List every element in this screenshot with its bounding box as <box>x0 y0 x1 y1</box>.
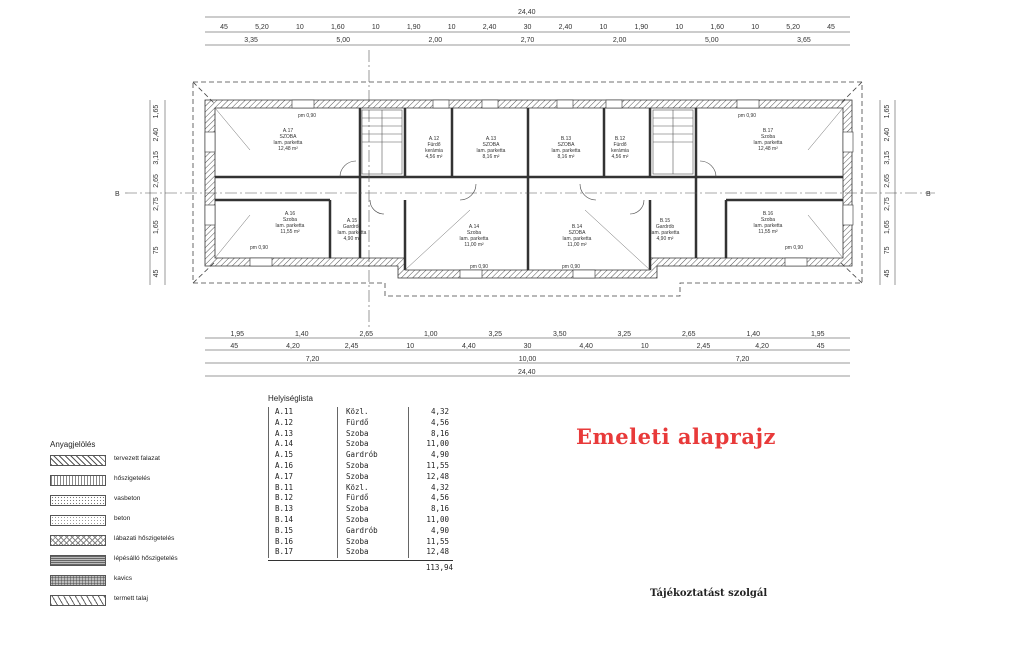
dimension-label: 45 <box>230 343 239 350</box>
room-list-id: A.16 <box>269 461 338 472</box>
room-list-id: A.14 <box>269 439 338 450</box>
room-list-id: A.12 <box>269 418 338 429</box>
room-name-label: SZOBA <box>279 134 297 140</box>
room-id-label: B.14 <box>571 224 583 230</box>
room-list-id: B.11 <box>269 483 338 494</box>
room-id-label: A.13 <box>485 136 497 142</box>
room-floor-label: lam. parketta <box>273 140 303 146</box>
drawing-title: Emeleti alaprajz <box>576 424 776 449</box>
parapet-label: pm 0,90 <box>785 245 804 251</box>
dimension-label: 1,65 <box>884 220 891 234</box>
parapet-label: pm 0,90 <box>470 264 489 270</box>
dimension-label: 10 <box>447 24 456 31</box>
room-list-area: 8,16 <box>430 428 449 438</box>
dimension-label: 3,25 <box>617 331 632 338</box>
dimension-label: 10 <box>406 343 415 350</box>
interior-walls <box>215 108 843 270</box>
room-area-label: 11,55 m² <box>280 229 300 235</box>
dimension-label: 4,40 <box>462 343 476 350</box>
room-name-label: Szoba <box>282 217 298 223</box>
dimension-label: 45 <box>816 343 825 350</box>
room-floor-label: lam. parketta <box>753 140 783 146</box>
legend-swatch-hatch <box>50 455 106 466</box>
room-list-row <box>268 537 453 548</box>
room-list-name: Közl. <box>338 483 409 494</box>
dimension-label: 5,20 <box>255 24 269 31</box>
room-id-label: B.17 <box>762 128 774 134</box>
dimension-label: 10 <box>371 24 380 31</box>
room-area-label: 12,48 m² <box>758 146 778 152</box>
dimension-label: 2,75 <box>153 197 160 211</box>
parapet-label: pm 0,90 <box>562 264 581 270</box>
dimension-label: 2,65 <box>884 174 891 188</box>
room-floor-label: lam. parketta <box>459 236 489 242</box>
legend-label: hőszigetelés <box>114 475 151 482</box>
room-id-label: A.14 <box>468 224 480 230</box>
room-list-id: B.12 <box>269 493 338 504</box>
room-list-table <box>268 407 453 558</box>
room-list-name: Szoba <box>338 547 409 558</box>
room-list-row <box>268 493 453 504</box>
room-id-label: B.12 <box>614 136 626 142</box>
room-list-id: B.17 <box>269 547 338 558</box>
room-list-area: 4,56 <box>430 417 449 427</box>
dimension-label: 75 <box>153 246 160 255</box>
legend-label: kavics <box>114 575 133 582</box>
dimension-label: 10 <box>295 24 304 31</box>
dimension-label: 4,40 <box>579 343 593 350</box>
room-list-row <box>268 515 453 526</box>
room-name-label: Gardrób <box>655 224 675 230</box>
room-list-name: Gardrób <box>338 526 409 537</box>
room-list-id: A.11 <box>269 407 338 418</box>
room-floor-label: lam. parketta <box>551 148 581 154</box>
dimension-label: 30 <box>523 24 532 31</box>
room-list-name: Gardrób <box>338 450 409 461</box>
dimension-label: 2,40 <box>558 24 573 31</box>
dimension-label: 10 <box>675 24 684 31</box>
room-list-area: 11,55 <box>426 536 449 546</box>
room-list-name: Szoba <box>338 461 409 472</box>
room-list-name: Közl. <box>338 407 409 418</box>
room-area-label: 8,16 m² <box>557 154 575 160</box>
legend-item <box>50 475 270 495</box>
room-list-row <box>268 526 453 537</box>
dimension-row-top-2 <box>244 37 811 44</box>
disclaimer-note: Tájékoztatást szolgál <box>650 588 768 599</box>
room-name-label: Fürdő <box>613 142 627 148</box>
stairs-left <box>362 110 402 174</box>
legend-swatch-dots <box>50 495 106 506</box>
dimension-label: 1,40 <box>294 331 309 338</box>
dimension-label: 1,00 <box>423 331 438 338</box>
room-list-row <box>268 547 453 558</box>
dimension-label: 5,20 <box>786 24 800 31</box>
stairs-right <box>653 110 693 174</box>
dimension-label: 10 <box>751 24 760 31</box>
dimension-label: 2,40 <box>884 127 891 142</box>
dimension-label: 2,00 <box>428 37 443 44</box>
dimension-label: 10 <box>599 24 608 31</box>
parapet-label: pm 0,90 <box>298 113 317 119</box>
room-area-label: 4,56 m² <box>425 154 443 160</box>
dimension-label: 3,35 <box>244 37 258 44</box>
room-name-label: Szoba <box>466 230 482 236</box>
room-list-id: A.13 <box>269 429 338 440</box>
room-area-label: 11,00 m² <box>464 242 484 248</box>
legend-label: vasbeton <box>114 495 141 502</box>
room-list-row <box>268 418 453 429</box>
room-id-label: A.15 <box>346 218 358 224</box>
room-list-name: Szoba <box>338 439 409 450</box>
room-list-row <box>268 429 453 440</box>
room-name-label: Szoba <box>760 134 776 140</box>
dimension-label: 1,95 <box>810 331 825 338</box>
dimension-label: 2,75 <box>884 197 891 211</box>
dimension-column-left <box>153 105 160 278</box>
room-id-label: B.13 <box>560 136 572 142</box>
legend-item <box>50 575 270 595</box>
room-floor-label: kerámia <box>425 148 443 154</box>
overall-dimension-bottom: 24,40 <box>518 369 536 376</box>
dimension-label: 75 <box>884 246 891 255</box>
dimension-label: 1,65 <box>153 220 160 234</box>
section-line <box>125 50 935 330</box>
room-name-label: SZOBA <box>557 142 575 148</box>
dimension-label: 3,50 <box>552 331 567 338</box>
dimension-label: 1,60 <box>330 24 345 31</box>
section-mark-right: B <box>926 191 931 198</box>
room-area-label: 11,55 m² <box>758 229 778 235</box>
room-list-name: Fürdő <box>338 493 409 504</box>
dimension-label: 30 <box>523 343 532 350</box>
dimension-label: 4,20 <box>286 343 300 350</box>
room-list-area: 11,00 <box>426 514 449 524</box>
dimension-row-bottom-1 <box>230 331 824 338</box>
legend-item <box>50 535 270 555</box>
room-list-name: Szoba <box>338 472 409 483</box>
room-list-area: 4,32 <box>430 482 449 492</box>
legend-label: beton <box>114 515 131 522</box>
legend-swatch-dense <box>50 555 106 566</box>
parapet-label: pm 0,90 <box>250 245 269 251</box>
room-id-label: A.16 <box>284 211 296 217</box>
room-list-area: 8,16 <box>430 504 449 514</box>
dimension-label: 1,90 <box>634 24 649 31</box>
room-name-label: SZOBA <box>568 230 586 236</box>
dimension-row-bottom-2 <box>230 343 824 350</box>
room-list-area: 4,90 <box>430 450 449 460</box>
room-floor-label: lam. parketta <box>337 230 367 236</box>
room-list-id: B.14 <box>269 515 338 526</box>
dimension-row-top-1 <box>220 24 835 31</box>
legend-item <box>50 515 270 535</box>
legend-label: lábazati hőszigetelés <box>114 535 175 542</box>
room-list-area: 12,48 <box>426 471 449 481</box>
room-area-label: 11,00 m² <box>567 242 587 248</box>
dimension-label: 3,15 <box>153 151 160 165</box>
dimension-label: 5,00 <box>336 37 351 44</box>
dimension-label: 7,20 <box>735 356 750 363</box>
room-list-id: B.16 <box>269 537 338 548</box>
parapet-label: pm 0,90 <box>738 113 757 119</box>
legend-swatch-wave <box>50 475 106 486</box>
room-list-area: 4,32 <box>430 407 449 416</box>
room-area-label: 4,90 m² <box>343 236 361 242</box>
dimension-label: 2,65 <box>359 331 374 338</box>
dimension-label: 2,40 <box>153 127 160 142</box>
room-list-row <box>268 439 453 450</box>
dimension-label: 3,25 <box>488 331 503 338</box>
section-mark-left: B <box>115 191 120 198</box>
room-floor-label: lam. parketta <box>275 223 305 229</box>
legend-swatch-sparse <box>50 515 106 526</box>
dimension-label: 1,60 <box>710 24 725 31</box>
room-list-area: 4,56 <box>430 493 449 503</box>
room-area-label: 4,90 m² <box>656 236 674 242</box>
dimension-label: 3,65 <box>797 37 811 44</box>
room-list-row <box>268 450 453 461</box>
material-legend <box>50 440 270 615</box>
room-list-area: 12,48 <box>426 547 449 557</box>
room-list-row <box>268 504 453 515</box>
legend-swatch-cross <box>50 535 106 546</box>
room-list-name: Szoba <box>338 537 409 548</box>
room-name-label: Fürdő <box>427 142 441 148</box>
legend-item <box>50 595 270 615</box>
room-id-label: A.17 <box>282 128 294 134</box>
dimension-label: 2,40 <box>482 24 497 31</box>
legend-title: Anyagjelölés <box>50 440 96 449</box>
room-list-row <box>268 461 453 472</box>
room-list-area: 11,55 <box>426 460 449 470</box>
room-list-id: A.15 <box>269 450 338 461</box>
dimension-column-right <box>884 105 891 278</box>
room-list-name: Szoba <box>338 515 409 526</box>
dimension-label: 45 <box>153 269 160 278</box>
room-name-label: SZOBA <box>482 142 500 148</box>
room-list-area: 4,90 <box>430 525 449 535</box>
dimension-label: 2,00 <box>612 37 627 44</box>
room-list-title: Helyiséglista <box>268 394 313 403</box>
dimension-label: 5,00 <box>704 37 719 44</box>
room-list-id: B.15 <box>269 526 338 537</box>
room-list-row <box>268 407 453 418</box>
parapet-labels <box>250 113 803 270</box>
room-area-label: 12,48 m² <box>278 146 298 152</box>
legend-swatch-earth <box>50 595 106 606</box>
room-floor-label: lam. parketta <box>650 230 680 236</box>
room-name-label: Gardrób <box>342 224 362 230</box>
dimension-label: 10 <box>640 343 649 350</box>
dimension-label: 2,45 <box>696 343 711 350</box>
dimension-label: 7,20 <box>305 356 320 363</box>
dimension-label: 1,65 <box>884 104 891 119</box>
overall-dimension-top: 24,40 <box>518 9 536 16</box>
dimension-label: 1,40 <box>746 331 761 338</box>
legend-label: termett talaj <box>114 595 148 602</box>
dimension-label: 45 <box>827 24 835 31</box>
dimension-label: 4,20 <box>755 343 769 350</box>
room-list-area: 11,00 <box>426 439 449 449</box>
dimension-row-bottom-3 <box>306 356 750 363</box>
room-list-name: Szoba <box>338 504 409 515</box>
room-floor-label: lam. parketta <box>476 148 506 154</box>
room-list-name: Fürdő <box>338 418 409 429</box>
room-floor-label: lam. parketta <box>562 236 592 242</box>
room-id-label: B.15 <box>659 218 671 224</box>
room-area-label: 8,16 m² <box>482 154 500 160</box>
dimension-label: 2,65 <box>153 174 160 188</box>
room-floor-label: kerámia <box>611 148 629 154</box>
room-list-name: Szoba <box>338 429 409 440</box>
room-list-id: B.13 <box>269 504 338 515</box>
dimension-lines <box>150 17 895 376</box>
room-id-label: A.12 <box>428 136 440 142</box>
room-list <box>268 394 458 572</box>
room-floor-label: lam. parketta <box>753 223 783 229</box>
room-list-id: A.17 <box>269 472 338 483</box>
dimension-label: 2,70 <box>520 37 535 44</box>
room-list-row <box>268 472 453 483</box>
dimension-label: 45 <box>220 24 228 31</box>
room-list-total: 113,94 <box>268 560 453 572</box>
legend-swatch-gravel <box>50 575 106 586</box>
legend-label: tervezett falazat <box>114 455 160 462</box>
dimension-label: 3,15 <box>884 151 891 165</box>
dimension-label: 1,90 <box>406 24 421 31</box>
room-id-label: B.16 <box>762 211 774 217</box>
room-name-label: Szoba <box>760 217 776 223</box>
dimension-label: 1,95 <box>230 331 245 338</box>
legend-item <box>50 555 270 575</box>
legend-item <box>50 495 270 515</box>
legend-label: lépésálló hőszigetelés <box>114 555 178 562</box>
legend-item <box>50 455 270 475</box>
dimension-label: 2,45 <box>344 343 359 350</box>
dimension-label: 10,00 <box>518 356 537 363</box>
dimension-label: 1,65 <box>153 104 160 119</box>
room-area-label: 4,56 m² <box>611 154 629 160</box>
dimension-label: 45 <box>884 269 891 278</box>
room-list-row <box>268 483 453 494</box>
dimension-label: 2,65 <box>681 331 696 338</box>
